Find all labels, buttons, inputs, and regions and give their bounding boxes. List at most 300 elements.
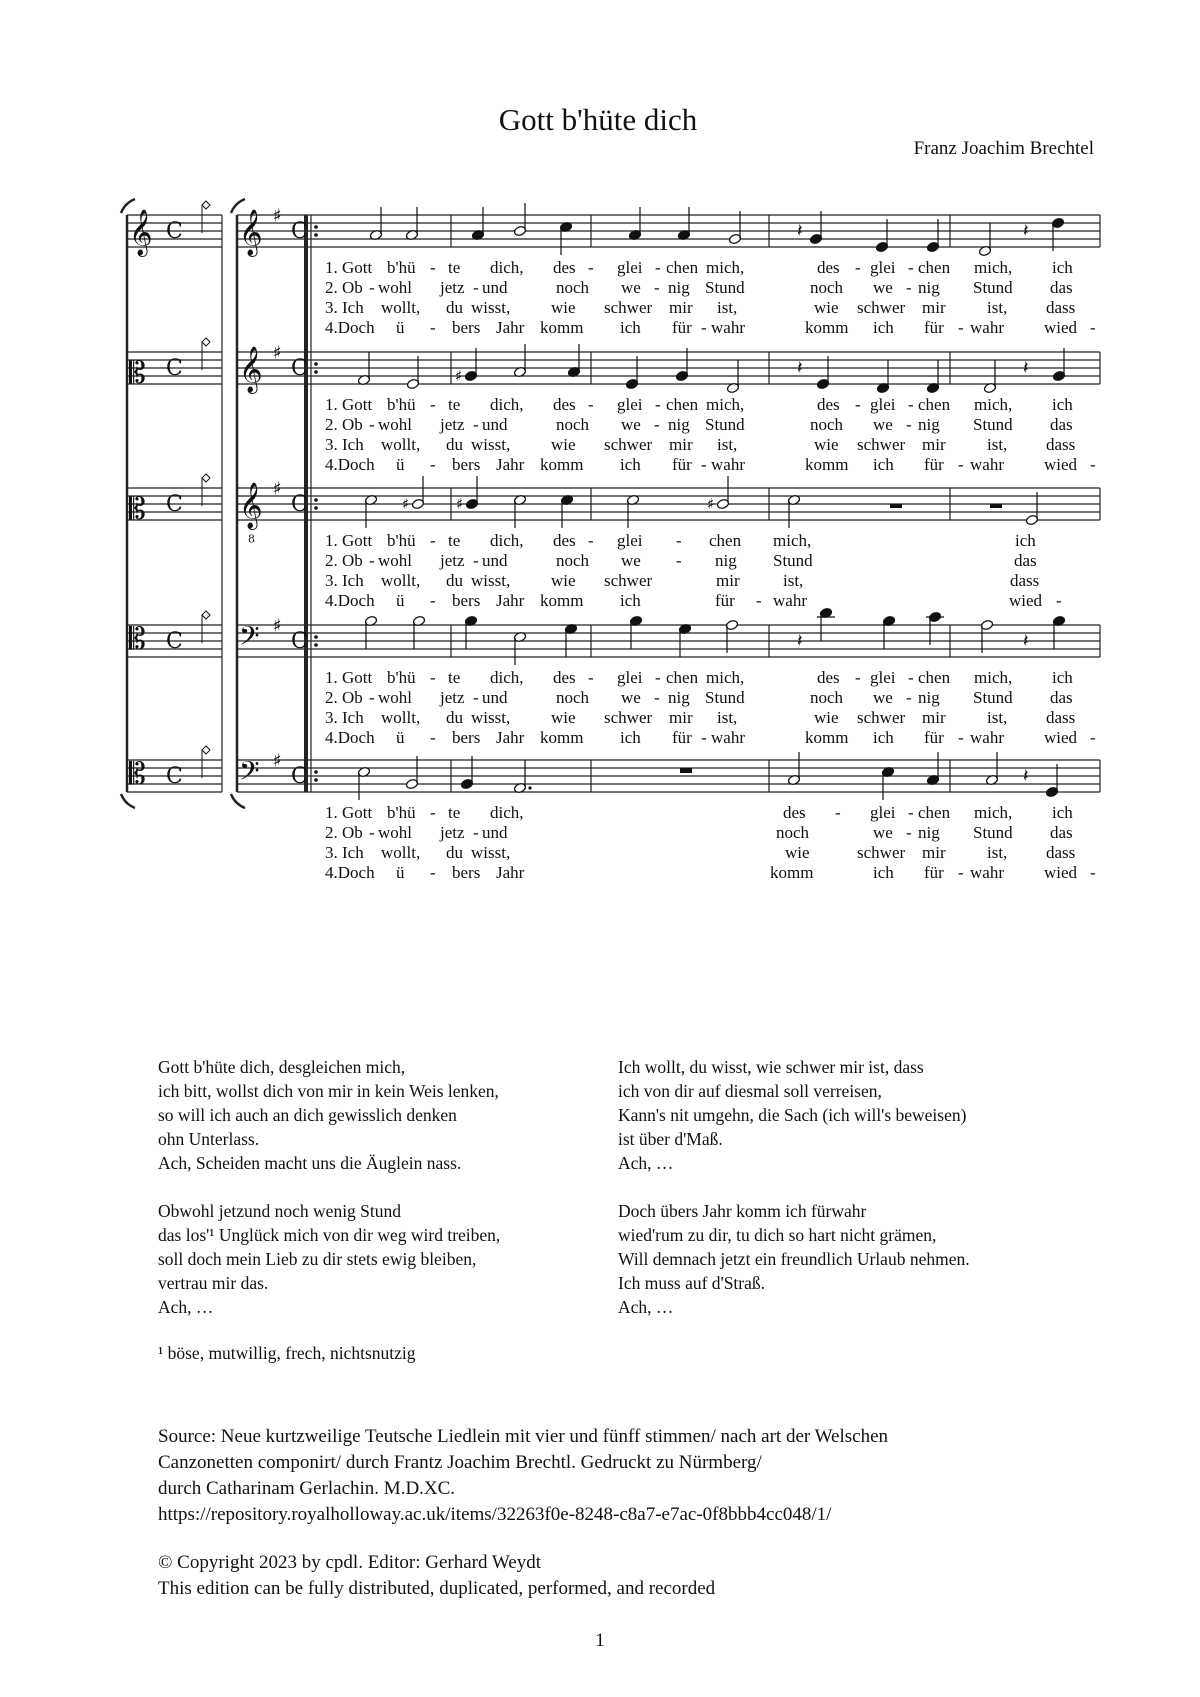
lyric-syllable: 4.Doch [325,318,375,337]
lyric-syllable: wahr [711,728,745,747]
lyric-syllable: für [672,455,692,474]
lyric-syllable: wie [551,571,576,590]
lyric-syllable: du [446,843,463,862]
lyric-syllable: noch [556,688,590,707]
lyric-syllable: wollt, [381,435,421,454]
lyric-syllable: ü [396,318,405,337]
lyric-syllable: - [958,455,964,474]
lyric-syllable: mir [669,298,693,317]
lyric-syllable: des [817,668,840,687]
lyric-syllable: jetz [440,688,465,707]
lyric-syllable: wahr [970,863,1004,882]
lyric-syllable: Jahr [496,455,525,474]
stanza-1: Gott b'hüte dich, desgleichen mich, ich bitt, wollst dich von mir in kein Weis lenken, so will ich auch an dich gewisslich denken ohn Unterlass. Ach, Scheiden macht uns die Äuglein nass. [158,1057,499,1173]
lyric-syllable: we [621,415,641,434]
svg-text:♯: ♯ [273,342,282,364]
lyric-syllable: - [430,531,436,550]
stanza-2: Obwohl jetzund noch wenig Stund das los'¹ Unglück mich von dir weg wird treiben, soll doch mein Lieb zu dir stets ewig bleiben, vertrau mir das. Ach, … [158,1201,501,1317]
svg-text:𝄞: 𝄞 [129,209,153,256]
lyric-syllable: wie [814,298,839,317]
lyric-syllable: wisst, [471,843,511,862]
lyric-syllable: noch [556,551,590,570]
lyric-syllable: 1. Gott [325,258,373,277]
lyric-syllable: ist, [987,708,1008,727]
lyric-syllable: - [430,728,436,747]
lyric-syllable: mich, [974,258,1013,277]
lyric-syllable: 1. Gott [325,531,373,550]
lyric-syllable: für [672,318,692,337]
svg-text:𝄞: 𝄞 [239,209,263,256]
lyric-syllable: wahr [711,455,745,474]
lyric-syllable: schwer [604,435,653,454]
lyric-syllable: dass [1046,708,1076,727]
lyric-syllable: ist, [987,843,1008,862]
lyric-syllable: Stund [973,688,1013,707]
lyric-syllable: - [473,551,479,570]
lyric-syllable: für [924,318,944,337]
lyric-syllable: - [430,591,436,610]
lyric-syllable: te [448,258,461,277]
lyric-syllable: komm [540,591,584,610]
lyric-syllable: we [621,688,641,707]
lyric-syllable: - [855,258,861,277]
lyric-syllable: te [448,668,461,687]
lyric-syllable: und [482,823,508,842]
lyric-syllable: glei [617,531,643,550]
lyric-syllable: mich, [706,668,745,687]
lyric-syllable: b'hü [387,395,416,414]
lyric-syllable: ü [396,863,405,882]
lyric-syllable: te [448,803,461,822]
lyric-syllable: we [621,278,641,297]
lyric-syllable: schwer [604,571,653,590]
lyric-syllable: - [855,668,861,687]
lyric-syllable: das [1050,278,1073,297]
svg-text:C: C [291,629,308,655]
lyric-syllable: schwer [857,843,906,862]
footnote: ¹ böse, mutwillig, frech, nichtsnutzig [158,1343,416,1363]
lyric-syllable: - [588,668,594,687]
svg-text:C: C [166,764,183,790]
svg-text:𝄽: 𝄽 [1023,357,1029,379]
lyric-syllable: jetz [440,278,465,297]
source-note: Source: Neue kurtzweilige Teutsche Liedlein mit vier und fünff stimmen/ nach art der Welschen Canzonetten componirt/ durch Frantz Joachim Brechtl. Gedruckt zu Nürmberg/ durch Catharinam Gerlachin. M.D.XC. https://repository.royalholloway.ac.uk/items/32263f0e-8248-c8a7-e7ac-0f8bbb4cc048/1/ [158,1424,888,1528]
lyric-syllable: - [701,455,707,474]
lyric-syllable: ich [620,455,641,474]
lyric-syllable: glei [617,668,643,687]
lyric-syllable: 4.Doch [325,728,375,747]
lyric-syllable: Jahr [496,318,525,337]
lyric-syllable: komm [770,863,814,882]
lyric-syllable: - [906,688,912,707]
lyric-syllable: - [1090,455,1096,474]
lyric-syllable: - [654,278,660,297]
lyric-syllable: glei [617,258,643,277]
lyric-syllable: wohl [378,415,412,434]
lyric-syllable: wie [814,708,839,727]
lyric-syllable: - [756,591,762,610]
lyric-syllable: ist, [987,435,1008,454]
svg-text:𝄞: 𝄞 [239,482,263,529]
lyric-syllable: dass [1010,571,1040,590]
lyric-syllable: Stund [973,415,1013,434]
stanza-3: Ich wollt, du wisst, wie schwer mir ist, dass ich von dir auf diesmal soll verreisen, Kann's nit umgehn, die Sach (ich will's beweisen) ist über d'Maß. Ach, … [618,1057,967,1173]
lyric-syllable: chen [918,668,951,687]
lyric-syllable: wollt, [381,843,421,862]
lyric-syllable: 2. Ob [325,415,363,434]
svg-text:8: 8 [248,532,255,546]
lyric-syllable: chen [666,258,699,277]
lyric-syllable: - [908,395,914,414]
lyric-syllable: komm [540,318,584,337]
lyric-syllable: b'hü [387,803,416,822]
lyric-syllable: we [873,823,893,842]
page-title: Gott b'hüte dich [498,102,698,137]
lyric-syllable: Jahr [496,863,525,882]
svg-text:C: C [166,629,183,655]
lyric-syllable: nig [668,278,690,297]
svg-text:♯: ♯ [273,750,282,772]
lyric-syllable: - [430,455,436,474]
lyric-syllable: noch [556,278,590,297]
lyric-syllable: wie [785,843,810,862]
svg-text:♯: ♯ [273,478,282,500]
lyric-syllable: du [446,708,463,727]
lyric-syllable: - [906,823,912,842]
svg-text:♯: ♯ [456,495,464,513]
lyric-syllable: wohl [378,688,412,707]
lyric-syllable: des [783,803,806,822]
lyric-syllable: wie [551,435,576,454]
lyric-syllable: nig [918,278,940,297]
lyric-syllable: für [924,455,944,474]
lyric-syllable: jetz [440,551,465,570]
lyric-syllable: - [655,258,661,277]
composer-name: Franz Joachim Brechtel [913,138,1094,159]
lyric-syllable: ich [620,318,641,337]
lyric-syllable: schwer [857,298,906,317]
lyric-syllable: - [835,803,841,822]
lyric-syllable: wie [814,435,839,454]
lyric-syllable: wied [1044,455,1078,474]
lyric-syllable: glei [870,258,896,277]
lyric-syllable: dass [1046,843,1076,862]
lyric-syllable: bers [452,455,481,474]
lyric-syllable: wahr [773,591,807,610]
svg-text:𝄽: 𝄽 [797,220,803,242]
lyric-syllable: ü [396,728,405,747]
lyric-syllable: und [482,688,508,707]
lyric-syllable: Jahr [496,728,525,747]
svg-text:C: C [166,219,183,245]
lyric-syllable: wollt, [381,298,421,317]
lyric-syllable: des [817,395,840,414]
lyric-syllable: du [446,298,463,317]
lyric-syllable: - [908,258,914,277]
lyric-syllable: - [908,803,914,822]
lyric-syllable: - [855,395,861,414]
lyric-syllable: ich [873,728,894,747]
lyric-syllable: Stund [973,278,1013,297]
lyric-syllable: wie [551,298,576,317]
lyric-syllable: komm [540,455,584,474]
lyric-syllable: dass [1046,435,1076,454]
page-number: 1 [595,1630,605,1651]
lyric-syllable: dich, [490,258,524,277]
lyric-syllable: bers [452,318,481,337]
lyric-syllable: wied [1044,863,1078,882]
lyric-syllable: für [924,728,944,747]
lyric-syllable: schwer [604,298,653,317]
lyric-syllable: des [553,668,576,687]
lyric-syllable: chen [918,803,951,822]
lyric-syllable: - [473,823,479,842]
lyric-syllable: - [908,668,914,687]
lyric-syllable: das [1050,823,1073,842]
lyric-syllable: we [621,551,641,570]
lyric-syllable: Stund [705,415,745,434]
lyric-syllable: mir [922,298,946,317]
svg-text:𝄽: 𝄽 [1023,765,1029,787]
lyric-syllable: 3. Ich [325,435,364,454]
svg-text:𝄽: 𝄽 [797,357,803,379]
lyric-syllable: glei [870,803,896,822]
lyric-syllable: ü [396,591,405,610]
lyric-syllable: des [817,258,840,277]
lyric-syllable: Stund [973,823,1013,842]
lyric-syllable: 3. Ich [325,298,364,317]
lyric-syllable: - [655,668,661,687]
lyric-syllable: - [701,318,707,337]
lyric-syllable: wied [1009,591,1043,610]
lyric-syllable: we [873,415,893,434]
lyric-syllable: dich, [490,803,524,822]
svg-text:C: C [291,764,308,790]
lyric-syllable: - [906,278,912,297]
lyric-syllable: wied [1044,318,1078,337]
lyric-syllable: - [906,415,912,434]
lyric-syllable: ist, [717,435,738,454]
lyric-syllable: - [588,395,594,414]
lyric-syllable: ich [620,591,641,610]
lyric-syllable: mich, [974,803,1013,822]
lyric-syllable: für [924,863,944,882]
lyric-syllable: mir [669,435,693,454]
lyric-syllable: des [553,258,576,277]
svg-text:𝄽: 𝄽 [797,630,803,652]
lyric-syllable: - [473,688,479,707]
lyric-syllable: te [448,531,461,550]
lyric-syllable: wollt, [381,708,421,727]
svg-text:𝄡: 𝄡 [129,757,146,792]
lyric-syllable: ist, [783,571,804,590]
lyric-syllable: mir [922,843,946,862]
lyric-syllable: ü [396,455,405,474]
lyric-syllable: und [482,278,508,297]
lyric-syllable: das [1014,551,1037,570]
svg-text:𝄡: 𝄡 [129,622,146,657]
lyric-syllable: noch [810,688,844,707]
lyric-syllable: nig [668,415,690,434]
lyric-syllable: mir [669,708,693,727]
lyric-syllable: und [482,415,508,434]
lyric-syllable: nig [918,415,940,434]
lyric-syllable: - [1090,728,1096,747]
lyric-syllable: dass [1046,298,1076,317]
lyric-syllable: glei [870,395,896,414]
lyric-syllable: 2. Ob [325,688,363,707]
svg-text:C: C [166,492,183,518]
lyric-syllable: - [654,688,660,707]
lyric-syllable: 3. Ich [325,708,364,727]
lyric-syllable: wisst, [471,708,511,727]
lyric-syllable: wahr [970,318,1004,337]
svg-text:C: C [166,356,183,382]
svg-text:♯: ♯ [402,495,410,513]
lyric-syllable: wie [551,708,576,727]
lyric-syllable: mich, [706,395,745,414]
lyric-syllable: 2. Ob [325,278,363,297]
lyric-syllable: - [369,415,375,434]
svg-text:C: C [291,219,308,245]
svg-text:𝄽: 𝄽 [1023,220,1029,242]
lyric-syllable: schwer [604,708,653,727]
lyric-syllable: ich [1052,803,1073,822]
lyric-syllable: ich [620,728,641,747]
lyric-syllable: - [430,395,436,414]
lyric-syllable: - [473,415,479,434]
lyric-syllable: dich, [490,395,524,414]
lyric-syllable: chen [666,668,699,687]
lyric-syllable: mir [716,571,740,590]
lyric-syllable: dich, [490,531,524,550]
lyric-syllable: für [672,728,692,747]
lyric-syllable: chen [918,258,951,277]
svg-text:C: C [291,492,308,518]
lyric-syllable: - [430,803,436,822]
lyric-syllable: du [446,435,463,454]
lyric-syllable: noch [810,415,844,434]
lyric-syllable: 4.Doch [325,863,375,882]
lyric-syllable: ist, [717,708,738,727]
lyric-syllable: glei [617,395,643,414]
lyric-syllable: ist, [717,298,738,317]
lyric-syllable: 2. Ob [325,551,363,570]
lyric-syllable: mir [922,435,946,454]
svg-text:𝄢: 𝄢 [239,619,260,658]
lyric-syllable: - [676,551,682,570]
svg-text:𝄡: 𝄡 [129,492,146,528]
lyric-syllable: nig [668,688,690,707]
svg-text:𝄢: 𝄢 [239,754,260,793]
lyric-syllable: 4.Doch [325,455,375,474]
svg-text:𝄽: 𝄽 [1023,630,1029,652]
lyric-syllable: ich [873,455,894,474]
lyric-syllable: - [958,728,964,747]
lyric-syllable: bers [452,591,481,610]
svg-text:♯: ♯ [455,367,463,385]
svg-text:♯: ♯ [707,495,715,513]
lyric-syllable: dich, [490,668,524,687]
lyric-syllable: ich [873,863,894,882]
stanza-4: Doch übers Jahr komm ich fürwahr wied'rum zu dir, tu dich so hart nicht grämen, Will demnach jetzt ein freundlich Urlaub nehmen. Ich muss auf d'Straß. Ach, … [618,1201,970,1317]
lyric-syllable: we [873,278,893,297]
lyric-syllable: - [1090,863,1096,882]
lyric-syllable: Stund [705,278,745,297]
lyric-syllable: - [588,531,594,550]
lyric-syllable: - [430,668,436,687]
lyric-syllable: te [448,395,461,414]
lyric-syllable: schwer [857,708,906,727]
lyric-syllable: jetz [440,415,465,434]
lyric-syllable: we [873,688,893,707]
lyric-syllable: mich, [706,258,745,277]
lyric-syllable: wahr [970,455,1004,474]
lyric-syllable: wohl [378,278,412,297]
lyric-syllable: wahr [970,728,1004,747]
lyric-syllable: mich, [773,531,812,550]
copyright-note: © Copyright 2023 by cpdl. Editor: Gerhard Weydt This edition can be fully distributed, duplicated, performed, and recorded [158,1552,716,1599]
lyric-syllable: mir [922,708,946,727]
lyric-syllable: du [446,571,463,590]
lyric-syllable: - [1056,591,1062,610]
lyric-syllable: - [369,551,375,570]
lyric-syllable: b'hü [387,531,416,550]
lyric-syllable: nig [918,823,940,842]
lyric-syllable: - [701,728,707,747]
lyric-syllable: Stund [773,551,813,570]
lyric-syllable: komm [805,455,849,474]
lyric-syllable: glei [870,668,896,687]
lyric-syllable: 2. Ob [325,823,363,842]
lyric-syllable: - [588,258,594,277]
lyric-syllable: schwer [857,435,906,454]
lyric-syllable: wohl [378,823,412,842]
lyric-syllable: ich [1052,668,1073,687]
lyric-syllable: b'hü [387,258,416,277]
lyric-syllable: wohl [378,551,412,570]
lyric-syllable: - [655,395,661,414]
lyric-syllable: mich, [974,668,1013,687]
lyric-syllable: - [430,258,436,277]
svg-text:𝄞: 𝄞 [239,346,263,393]
lyric-syllable: - [958,318,964,337]
lyric-syllable: wisst, [471,435,511,454]
lyric-syllable: 3. Ich [325,571,364,590]
lyric-syllable: - [369,278,375,297]
lyric-syllable: - [1090,318,1096,337]
svg-text:C: C [291,356,308,382]
lyric-syllable: ich [873,318,894,337]
lyric-syllable: - [473,278,479,297]
lyric-syllable: mich, [974,395,1013,414]
lyric-syllable: wisst, [471,571,511,590]
lyric-syllable: Stund [705,688,745,707]
lyric-syllable: Jahr [496,591,525,610]
lyric-syllable: und [482,551,508,570]
lyric-syllable: - [369,688,375,707]
lyric-syllable: chen [709,531,742,550]
lyric-syllable: - [369,823,375,842]
lyric-syllable: noch [556,415,590,434]
lyric-syllable: - [676,531,682,550]
lyric-syllable: 1. Gott [325,803,373,822]
lyric-syllable: bers [452,863,481,882]
lyric-syllable: 3. Ich [325,843,364,862]
lyric-syllable: komm [805,728,849,747]
lyric-syllable: des [553,531,576,550]
source-url[interactable]: https://repository.royalholloway.ac.uk/items/32263f0e-8248-c8a7-e7ac-0f8bbb4cc048/1/ [158,1504,832,1525]
